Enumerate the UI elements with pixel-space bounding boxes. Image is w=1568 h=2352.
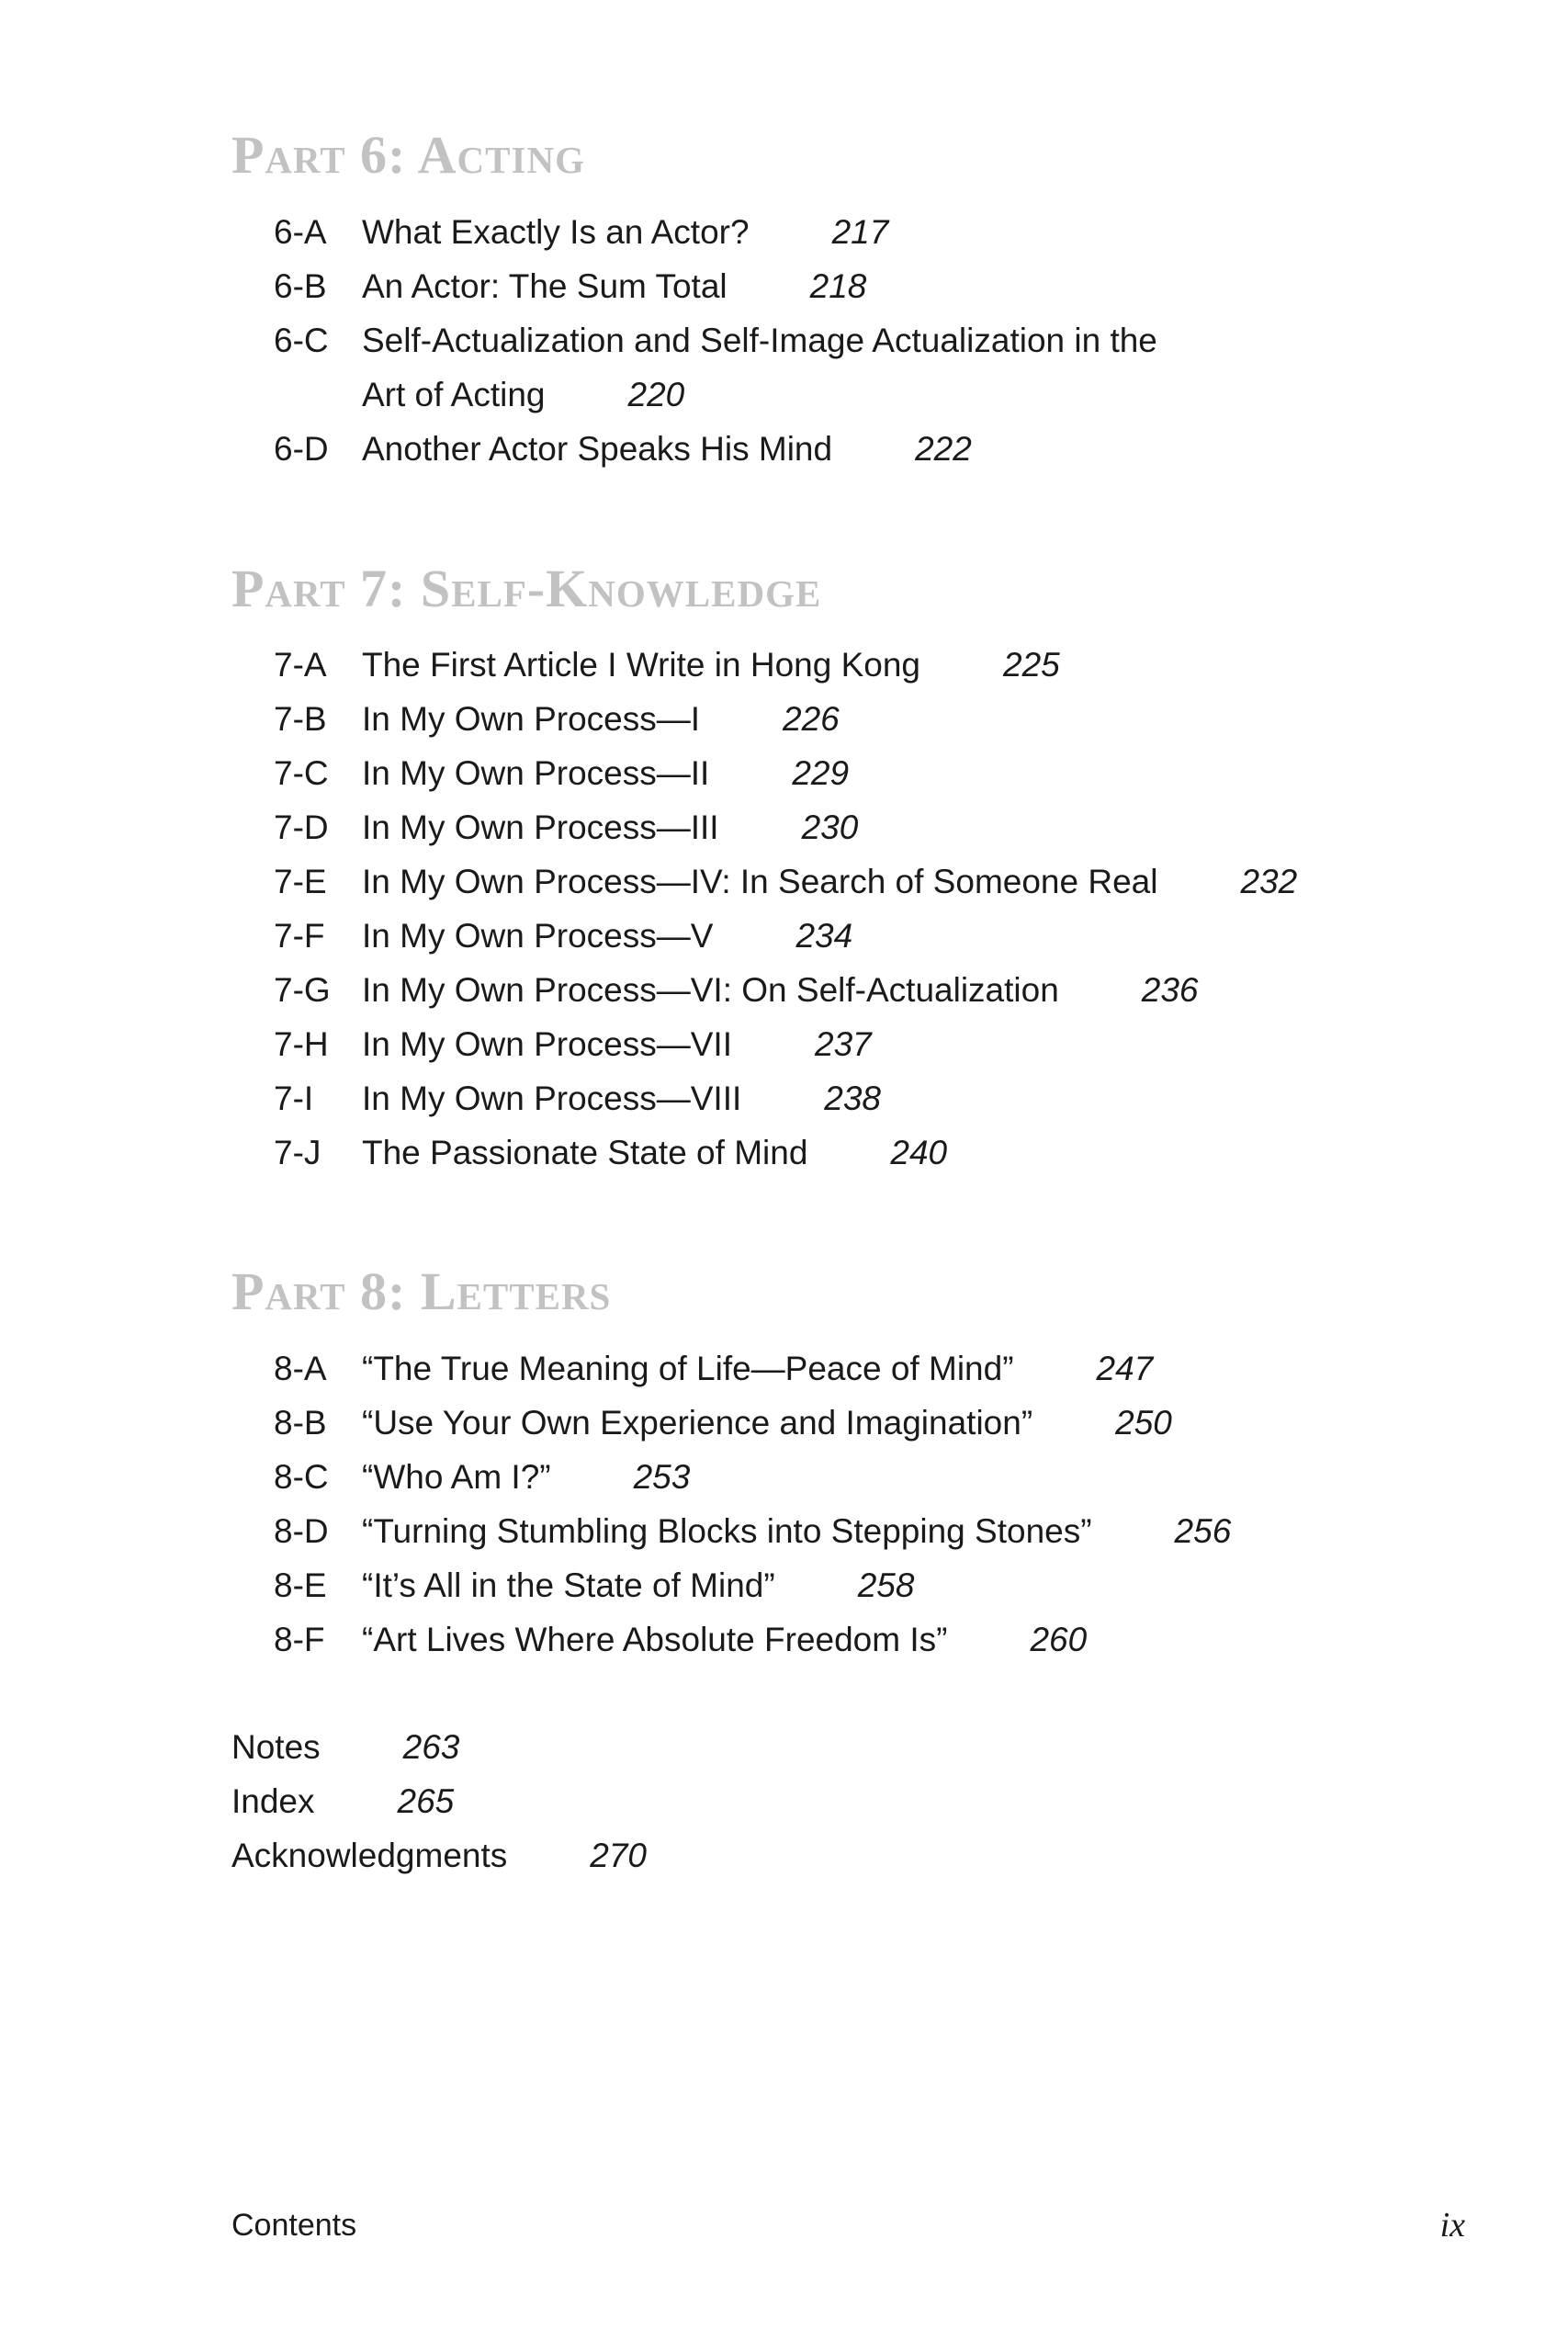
entry-page: 258 — [857, 1566, 915, 1604]
entry-page: 263 — [402, 1728, 460, 1766]
entry-code: 8-C — [274, 1458, 329, 1496]
entry-page: 222 — [915, 430, 972, 468]
entry-code: 8-A — [274, 1350, 327, 1387]
entry-code: 8-E — [274, 1566, 327, 1604]
entry-title: “Who Am I?” — [362, 1458, 551, 1496]
entry-page: 247 — [1096, 1350, 1154, 1387]
toc-entry-7d[interactable] — [274, 800, 858, 854]
entry-page: 270 — [590, 1837, 647, 1874]
entry-title: In My Own Process—IV: In Search of Someone Real — [362, 863, 1158, 900]
entry-title: “The True Meaning of Life—Peace of Mind” — [362, 1350, 1014, 1387]
entry-code: 8-B — [274, 1404, 327, 1442]
entry-title: “Use Your Own Experience and Imagination” — [362, 1404, 1033, 1442]
toc-entry-notes[interactable] — [231, 1720, 459, 1774]
entry-title: In My Own Process—II — [362, 754, 710, 792]
toc-entry-7g[interactable] — [274, 963, 1199, 1017]
entry-title: Index — [231, 1782, 315, 1820]
toc-entry-7h[interactable] — [274, 1017, 872, 1071]
toc-entry-6c[interactable] — [274, 313, 1157, 368]
entry-code: 6-A — [274, 213, 327, 251]
toc-entry-6a[interactable] — [274, 205, 888, 259]
entry-title: In My Own Process—I — [362, 700, 701, 738]
entry-code: 7-C — [274, 754, 329, 792]
entry-code: 6-C — [274, 322, 329, 359]
entry-title: Self-Actualization and Self-Image Actualization in the — [362, 322, 1157, 359]
entry-page: 218 — [809, 267, 867, 305]
part-7-heading: Part 7: Self-Knowledge — [231, 559, 822, 618]
entry-title: Acknowledgments — [231, 1837, 508, 1874]
entry-page: 232 — [1240, 863, 1298, 900]
entry-title: In My Own Process—III — [362, 808, 719, 846]
entry-page: 226 — [783, 700, 840, 738]
toc-entry-7b[interactable] — [274, 692, 840, 746]
entry-code: 7-A — [274, 646, 327, 684]
part-6-heading: Part 6: Acting — [231, 125, 585, 185]
entry-title: The First Article I Write in Hong Kong — [362, 646, 920, 684]
entry-code: 7-I — [274, 1080, 314, 1117]
entry-page: 240 — [890, 1134, 948, 1171]
entry-page: 236 — [1141, 971, 1199, 1009]
entry-title: In My Own Process—VIII — [362, 1080, 742, 1117]
entry-title: In My Own Process—VII — [362, 1025, 732, 1063]
toc-entry-8e[interactable] — [274, 1558, 914, 1612]
toc-entry-7c[interactable] — [274, 746, 849, 800]
toc-entry-7a[interactable] — [274, 638, 1060, 692]
entry-title-continued: Art of Acting — [362, 376, 546, 413]
entry-page: 256 — [1174, 1512, 1232, 1550]
part-8-heading: Part 8: Letters — [231, 1261, 612, 1321]
toc-entry-index[interactable] — [231, 1774, 454, 1828]
entry-title: In My Own Process—VI: On Self-Actualization — [362, 971, 1059, 1009]
entry-page: 220 — [627, 376, 685, 413]
entry-code: 8-D — [274, 1512, 329, 1550]
entry-page: 265 — [397, 1782, 455, 1820]
toc-entry-8d[interactable] — [274, 1504, 1231, 1558]
page-number: ix — [1439, 2206, 1465, 2245]
entry-page: 238 — [824, 1080, 882, 1117]
entry-code: 7-E — [274, 863, 327, 900]
toc-entry-8c[interactable] — [274, 1450, 690, 1504]
toc-entry-acknowledgments[interactable] — [231, 1828, 647, 1883]
entry-title: “It’s All in the State of Mind” — [362, 1566, 775, 1604]
toc-entry-8a[interactable] — [274, 1341, 1153, 1396]
toc-entry-7e[interactable] — [274, 854, 1297, 909]
toc-entry-6b[interactable] — [274, 259, 866, 313]
entry-code: 7-H — [274, 1025, 329, 1063]
entry-code: 8-F — [274, 1621, 325, 1658]
toc-entry-7i[interactable] — [274, 1071, 881, 1125]
entry-code: 7-B — [274, 700, 327, 738]
entry-page: 229 — [792, 754, 850, 792]
entry-title: Another Actor Speaks His Mind — [362, 430, 833, 468]
entry-page: 237 — [815, 1025, 872, 1063]
toc-entry-6d[interactable] — [274, 422, 972, 476]
running-footer-section: Contents — [231, 2208, 357, 2243]
entry-title: “Art Lives Where Absolute Freedom Is” — [362, 1621, 948, 1658]
entry-code: 7-J — [274, 1134, 321, 1171]
toc-entry-7f[interactable] — [274, 909, 852, 963]
entry-code: 6-D — [274, 430, 329, 468]
toc-entry-6c-continued[interactable] — [362, 368, 684, 422]
entry-title: What Exactly Is an Actor? — [362, 213, 750, 251]
entry-title: The Passionate State of Mind — [362, 1134, 808, 1171]
toc-entry-7j[interactable] — [274, 1125, 947, 1180]
entry-page: 253 — [633, 1458, 691, 1496]
entry-title: In My Own Process—V — [362, 917, 714, 955]
entry-title: “Turning Stumbling Blocks into Stepping Stones” — [362, 1512, 1092, 1550]
entry-code: 6-B — [274, 267, 327, 305]
entry-page: 225 — [1003, 646, 1060, 684]
entry-code: 7-F — [274, 917, 325, 955]
toc-entry-8f[interactable] — [274, 1612, 1087, 1667]
entry-code: 7-D — [274, 808, 329, 846]
entry-page: 250 — [1115, 1404, 1172, 1442]
entry-page: 260 — [1030, 1621, 1088, 1658]
entry-page: 230 — [801, 808, 859, 846]
toc-entry-8b[interactable] — [274, 1396, 1172, 1450]
entry-title: An Actor: The Sum Total — [362, 267, 728, 305]
entry-title: Notes — [231, 1728, 321, 1766]
entry-page: 234 — [795, 917, 853, 955]
entry-page: 217 — [831, 213, 889, 251]
entry-code: 7-G — [274, 971, 331, 1009]
